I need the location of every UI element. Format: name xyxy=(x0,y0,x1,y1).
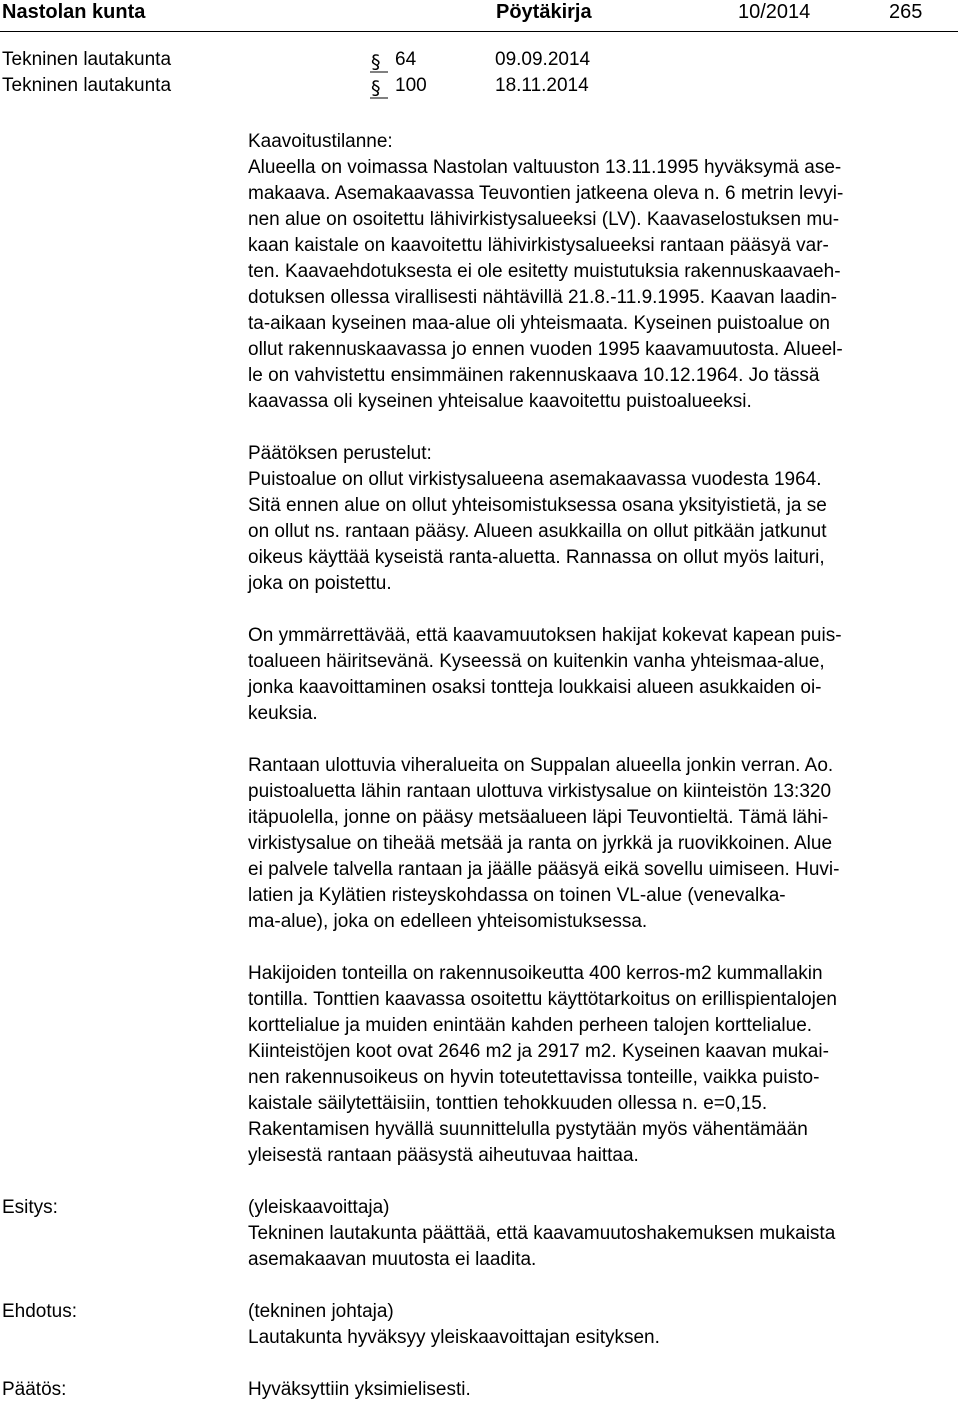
paragraph-building-rights: Hakijoiden tonteilla on rakennusoikeutta 400 kerros-m2 kummallakin tontilla. Tonttien kaavassa osoitettu käyttötarkoitus on erillispientalojen korttelialue ja muiden enintään kahden perheen talojen korttelialue. Kiinteistöjen koot ovat 2646 m2 ja 2917 m2. Kyseinen kaavan mukai- nen rakennusoikeus on hyvin toteutettavissa tonteille, vaikka puisto- kaistale säilytettäisiin, tonttien tehokkuuden ollessa n. e=0,15. Rakentamisen hyvällä suunnittelulla pystytään myös vähentämään yleisestä rantaan pääsystä aiheutuvaa haittaa. xyxy=(248,963,837,1166)
history-section: 100 xyxy=(395,75,427,96)
header-rule xyxy=(0,31,958,32)
decision-label: Päätös: xyxy=(2,1379,67,1400)
organization-name: Nastolan kunta xyxy=(2,1,146,23)
history-body: Tekninen lautakunta xyxy=(2,75,172,96)
svg-text:§: § xyxy=(371,77,381,99)
paragraph-zoning-status: Kaavoitustilanne: Alueella on voimassa Nastolan valtuuston 13.11.1995 hyväksymä ase- makaava. Asemakaavassa Teuvontien jatkeena oleva n. 6 metrin levyi- nen alue on osoitettu lähivirkistysalueeksi (LV). Kaavaselostuksen mu- kaan kaistale on kaavoitettu lähivirkistysalueeksi rantaan pääsyä var- ten. Kaavaehdotuksesta ei ole esitetty muistutuksia rakennuskaavaeh- dotuksen ollessa virallisesti nähtävillä 21.8.-11.9.1995. Kaavan laadin- ta-aikaan kyseinen maa-alue oli yhteismaata. Kyseinen puistoalue on ollut rakennuskaavassa jo ennen vuoden 1995 kaavamuutosta. Alueel- le on vahvistettu ensimmäinen rakennuskaava 10.12.1964. Jo tässä kaavassa oli kyseinen yhteisalue kaavoitettu puistoalueeksi. xyxy=(248,131,844,412)
history-section: 64 xyxy=(395,49,417,70)
decision-label: Ehdotus: xyxy=(2,1301,77,1322)
svg-text:§: § xyxy=(371,51,381,73)
history-date: 09.09.2014 xyxy=(495,49,591,70)
page-number: 265 xyxy=(889,1,923,23)
paragraph-decision-grounds: Päätöksen perustelut: Puistoalue on ollut virkistysalueena asemakaavassa vuodesta 1964. Sitä ennen alue on ollut yhteisomistuksessa osana yksityistietä, ja se on ollut ns. rantaan pääsy. Alueen asukkailla on ollut pitkään jatkunut oikeus käyttää kyseistä ranta-aluetta. Rannassa on ollut myös laituri, joka on poistettu. xyxy=(248,443,827,594)
body-text xyxy=(248,129,956,1195)
history-body: Tekninen lautakunta xyxy=(2,49,172,70)
history-date: 18.11.2014 xyxy=(495,75,589,96)
section-sign-icon xyxy=(370,75,388,107)
paragraph-green-areas: Rantaan ulottuvia viheralueita on Suppalan alueella jonkin verran. Ao. puistoaluetta lähin rantaan ulottuva virkistysalue on kiinteistön 13:320 itäpuolella, jonne on pääsy metsäalueen läpi Teuvontieltä. Tämä lähi- virkistysalue on tiheää metsää ja ranta on jyrkkä ja ruovikkoinen. Alue ei palvele talvella rantaan ja jäälle pääsyä eikä sovellu uimiseen. Huvi- latien ja Kylätien risteyskohdassa on toinen VL-alue (venevalka- ma-alue), joka on edelleen yhteisomistuksessa. xyxy=(248,755,840,932)
issue-number: 10/2014 xyxy=(738,1,811,23)
document-type: Pöytäkirja xyxy=(496,1,592,23)
decision-label: Esitys: xyxy=(2,1197,58,1218)
paragraph-understanding: On ymmärrettävää, että kaavamuutoksen hakijat kokevat kapean puis- toalueen häiritsevänä. Kyseessä on kuitenkin vanha yhteismaa-alue, jonka kaavoittaminen osaksi tontteja loukkaisi alueen asukkaiden oi- keuksia. xyxy=(248,625,842,724)
